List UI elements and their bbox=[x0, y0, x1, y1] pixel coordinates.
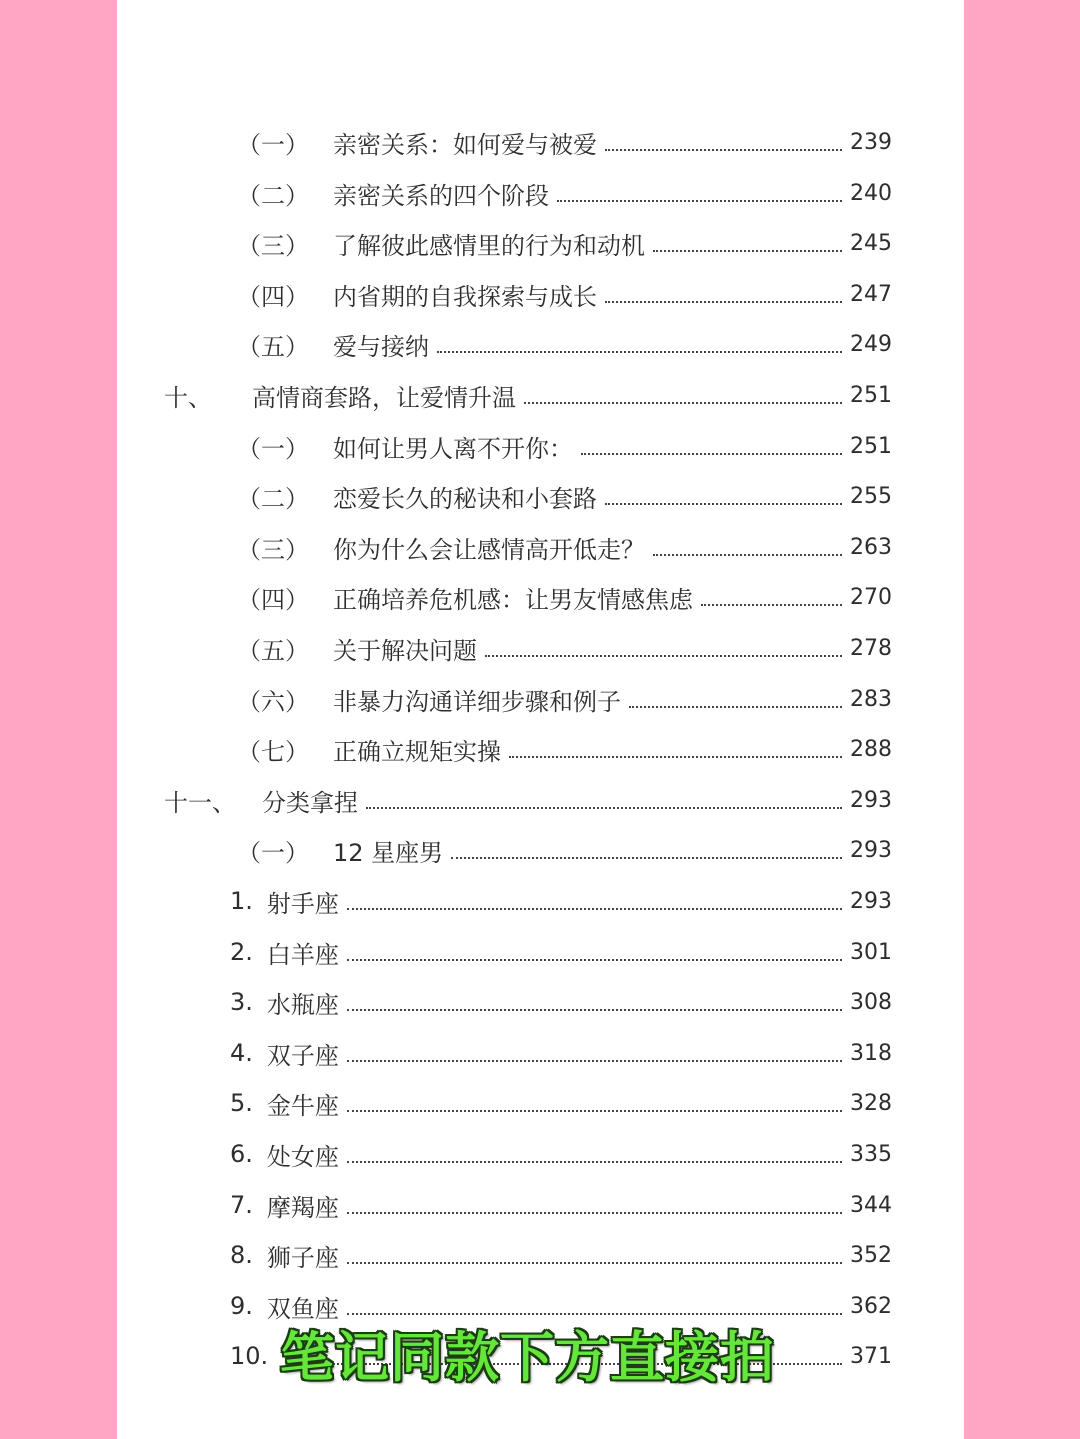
toc-title: 如何让男人离不开你： bbox=[333, 434, 573, 463]
dot-leader bbox=[366, 783, 842, 809]
dot-leader bbox=[629, 682, 842, 708]
toc-number: 5. bbox=[230, 1089, 253, 1117]
toc-row bbox=[237, 679, 892, 719]
toc-title: 正确立规矩实操 bbox=[333, 737, 501, 766]
toc-number: 8. bbox=[230, 1241, 253, 1269]
toc-page-number: 293 bbox=[850, 888, 892, 914]
toc-page-number: 344 bbox=[850, 1192, 892, 1218]
toc-page-number: 362 bbox=[850, 1293, 892, 1319]
toc-number: 十、 bbox=[164, 383, 212, 412]
toc-row bbox=[237, 628, 892, 668]
toc-row bbox=[230, 932, 892, 972]
dot-leader bbox=[605, 277, 842, 303]
toc-row bbox=[230, 1185, 892, 1225]
toc-page-number: 301 bbox=[850, 939, 892, 965]
toc-title: 白羊座 bbox=[266, 940, 339, 969]
toc-title: 高情商套路，让爱情升温 bbox=[252, 383, 516, 412]
dot-leader bbox=[485, 631, 842, 657]
toc-title: 双子座 bbox=[266, 1041, 339, 1070]
toc-row bbox=[237, 577, 892, 617]
toc-number: 4. bbox=[230, 1039, 253, 1067]
dot-leader bbox=[451, 833, 842, 859]
dot-leader bbox=[701, 580, 842, 606]
toc-row bbox=[237, 426, 892, 466]
toc-number: 7. bbox=[230, 1191, 253, 1219]
toc-title: 摩羯座 bbox=[266, 1193, 339, 1222]
toc-row bbox=[237, 173, 892, 213]
toc-number: （三） bbox=[237, 231, 309, 260]
toc-number: 3. bbox=[230, 988, 253, 1016]
toc-page-number: 255 bbox=[850, 483, 892, 509]
document-page bbox=[117, 0, 964, 1439]
toc-title: 双鱼座 bbox=[266, 1294, 339, 1323]
dot-leader bbox=[605, 479, 842, 505]
dot-leader bbox=[581, 429, 842, 455]
toc-number: （七） bbox=[237, 737, 309, 766]
toc-title: 你为什么会让感情高开低走？ bbox=[333, 535, 645, 564]
toc-number: （二） bbox=[237, 484, 309, 513]
dot-leader bbox=[347, 1036, 842, 1062]
toc-page-number: 251 bbox=[850, 382, 892, 408]
toc-number: 6. bbox=[230, 1140, 253, 1168]
toc-row bbox=[237, 830, 892, 870]
toc-number: （四） bbox=[237, 282, 309, 311]
toc-page-number: 335 bbox=[850, 1141, 892, 1167]
toc-row bbox=[237, 223, 892, 263]
table-of-contents bbox=[117, 0, 964, 1439]
dot-leader bbox=[347, 1289, 842, 1315]
toc-number: 1. bbox=[230, 887, 253, 915]
toc-page-number: 240 bbox=[850, 180, 892, 206]
toc-page-number: 293 bbox=[850, 837, 892, 863]
toc-title: 射手座 bbox=[266, 889, 339, 918]
toc-title: 亲密关系的四个阶段 bbox=[333, 181, 549, 210]
toc-page-number: 247 bbox=[850, 281, 892, 307]
toc-page-number: 293 bbox=[850, 787, 892, 813]
toc-title: 处女座 bbox=[266, 1142, 339, 1171]
toc-title: 内省期的自我探索与成长 bbox=[333, 282, 597, 311]
toc-number: （四） bbox=[237, 585, 309, 614]
toc-title: 金牛座 bbox=[266, 1091, 339, 1120]
dot-leader bbox=[605, 125, 842, 151]
toc-row bbox=[237, 729, 892, 769]
toc-title: 水瓶座 bbox=[266, 990, 339, 1019]
toc-row bbox=[230, 1235, 892, 1275]
toc-number: 10. bbox=[230, 1342, 269, 1370]
toc-number: （五） bbox=[237, 332, 309, 361]
toc-row bbox=[237, 122, 892, 162]
toc-number: （五） bbox=[237, 636, 309, 665]
dot-leader bbox=[557, 176, 842, 202]
toc-row bbox=[230, 1134, 892, 1174]
toc-number: （二） bbox=[237, 181, 309, 210]
toc-row bbox=[237, 476, 892, 516]
dot-leader bbox=[347, 985, 842, 1011]
toc-page-number: 288 bbox=[850, 736, 892, 762]
toc-title: 了解彼此感情里的行为和动机 bbox=[333, 231, 645, 260]
dot-leader bbox=[347, 1086, 842, 1112]
toc-number: （一） bbox=[237, 130, 309, 159]
dot-leader bbox=[653, 530, 842, 556]
toc-number: 十一、 bbox=[164, 788, 236, 817]
toc-row bbox=[230, 982, 892, 1022]
overlay-caption: 笔记同款下方直接拍 bbox=[280, 1326, 775, 1389]
toc-row bbox=[230, 1083, 892, 1123]
toc-row bbox=[237, 274, 892, 314]
toc-title: 亲密关系：如何爱与被爱 bbox=[333, 130, 597, 159]
dot-leader bbox=[437, 327, 842, 353]
toc-row bbox=[230, 881, 892, 921]
toc-page-number: 318 bbox=[850, 1040, 892, 1066]
toc-page-number: 371 bbox=[850, 1343, 892, 1369]
dot-leader bbox=[524, 378, 842, 404]
toc-title: 正确培养危机感：让男友情感焦虑 bbox=[333, 585, 693, 614]
toc-number: （一） bbox=[237, 434, 309, 463]
dot-leader bbox=[509, 732, 842, 758]
toc-title: 恋爱长久的秘诀和小套路 bbox=[333, 484, 597, 513]
dot-leader bbox=[347, 1238, 842, 1264]
toc-page-number: 278 bbox=[850, 635, 892, 661]
toc-page-number: 270 bbox=[850, 584, 892, 610]
toc-page-number: 249 bbox=[850, 331, 892, 357]
toc-number: （三） bbox=[237, 535, 309, 564]
toc-row bbox=[237, 324, 892, 364]
toc-page-number: 245 bbox=[850, 230, 892, 256]
toc-title: 爱与接纳 bbox=[333, 332, 429, 361]
toc-number: （六） bbox=[237, 687, 309, 716]
toc-title: 狮子座 bbox=[266, 1243, 339, 1272]
toc-number: 2. bbox=[230, 938, 253, 966]
toc-number: 9. bbox=[230, 1292, 253, 1320]
toc-title: 非暴力沟通详细步骤和例子 bbox=[333, 687, 621, 716]
toc-row bbox=[237, 527, 892, 567]
dot-leader bbox=[347, 1188, 842, 1214]
dot-leader bbox=[653, 226, 842, 252]
toc-title: 关于解决问题 bbox=[333, 636, 477, 665]
dot-leader bbox=[347, 884, 842, 910]
toc-page-number: 283 bbox=[850, 686, 892, 712]
toc-page-number: 239 bbox=[850, 129, 892, 155]
toc-title: 分类拿捏 bbox=[262, 788, 358, 817]
toc-row bbox=[164, 780, 892, 820]
toc-page-number: 352 bbox=[850, 1242, 892, 1268]
toc-row bbox=[230, 1033, 892, 1073]
toc-page-number: 263 bbox=[850, 534, 892, 560]
toc-page-number: 328 bbox=[850, 1090, 892, 1116]
toc-row bbox=[164, 375, 892, 415]
toc-page-number: 251 bbox=[850, 433, 892, 459]
dot-leader bbox=[347, 935, 842, 961]
toc-number: （一） bbox=[237, 838, 309, 867]
toc-title: 12 星座男 bbox=[333, 838, 444, 867]
dot-leader bbox=[347, 1137, 842, 1163]
toc-page-number: 308 bbox=[850, 989, 892, 1015]
